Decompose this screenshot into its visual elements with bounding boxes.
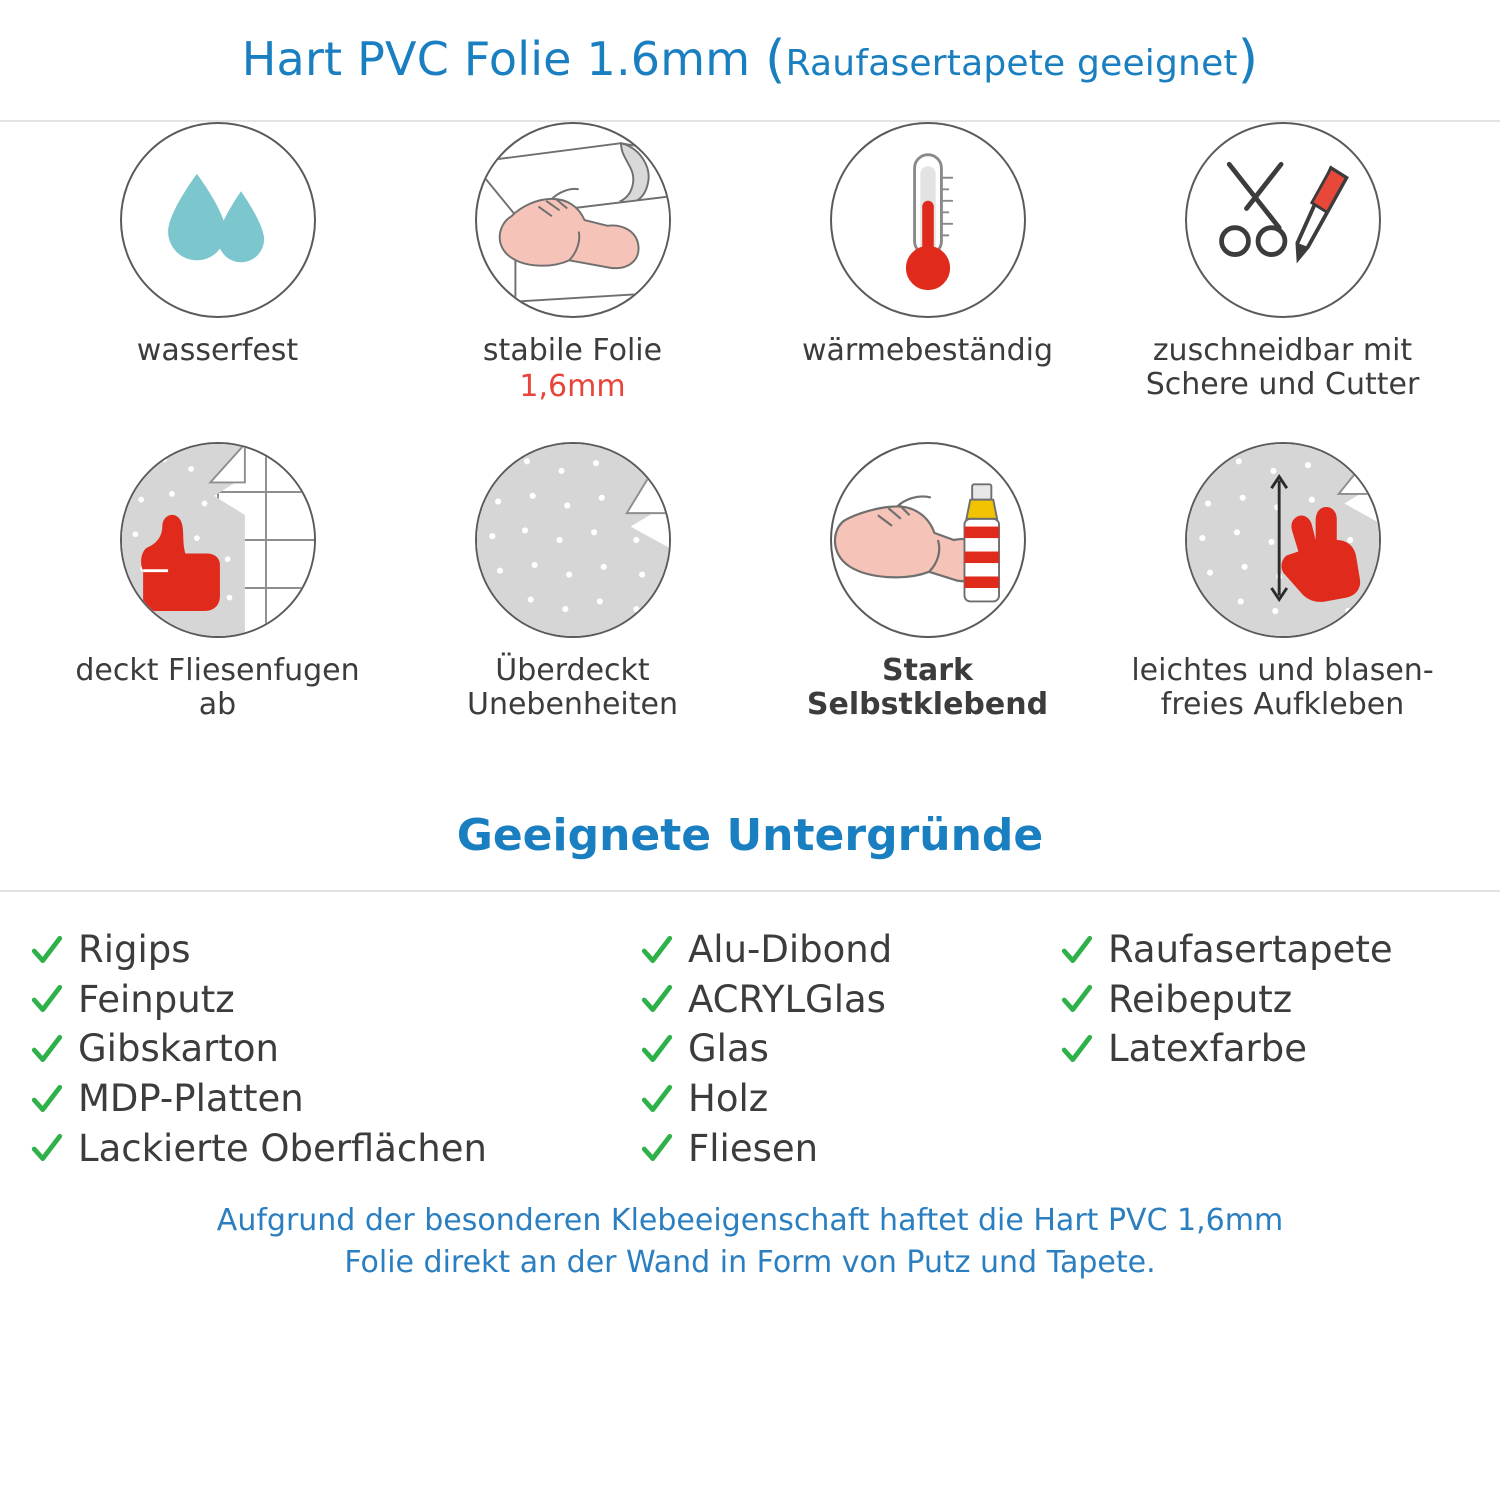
checklist-column-1 [30, 928, 640, 1170]
paren-close: ) [1237, 30, 1259, 90]
feature-label [802, 334, 1053, 368]
feature-label-text: Überdeckt Unebenheiten [467, 653, 678, 722]
feature-label-text: wasserfest [136, 333, 299, 368]
thermometer-icon [830, 122, 1026, 318]
list-item [640, 1027, 1060, 1071]
feature-item [395, 122, 750, 442]
footer-line-1: Aufgrund der besonderen Klebeeigenschaft haftet die Hart PVC 1,6mm [216, 1203, 1284, 1239]
feature-grid [0, 122, 1500, 762]
feature-item [40, 442, 395, 762]
water-drops-icon [120, 122, 316, 318]
feature-label [53, 654, 383, 721]
feature-item [1105, 122, 1460, 442]
scissors-cutter-icon [1185, 122, 1381, 318]
check-icon [640, 1082, 674, 1116]
feature-label [763, 654, 1093, 721]
list-item [30, 928, 640, 972]
paren-open: ( [765, 30, 786, 90]
list-item [640, 1127, 1060, 1171]
list-item [1060, 928, 1500, 972]
list-item-label: ACRYLGlas [688, 977, 886, 1021]
check-icon [1060, 982, 1094, 1016]
feature-item [1105, 442, 1460, 762]
list-item-label: Feinputz [78, 977, 235, 1021]
title-sub: Raufasertapete geeignet [785, 43, 1238, 84]
hand-smoothing-icon [1185, 442, 1381, 638]
feature-label [483, 334, 662, 403]
list-item [640, 928, 1060, 972]
feature-item [395, 442, 750, 762]
list-item [1060, 978, 1500, 1022]
arm-glue-icon [830, 442, 1026, 638]
list-item-label: Fliesen [688, 1126, 819, 1170]
list-item-label: Glas [688, 1027, 769, 1071]
check-icon [30, 1082, 64, 1116]
list-item [30, 978, 640, 1022]
title-main: Hart PVC Folie 1.6mm [241, 32, 751, 86]
check-icon [640, 982, 674, 1016]
checklist-column-3 [1060, 928, 1500, 1170]
check-icon [1060, 933, 1094, 967]
feature-label [1118, 334, 1448, 401]
section-header [0, 780, 1500, 892]
page-title [242, 30, 1258, 90]
feature-label-text: Stark Selbstklebend [806, 653, 1049, 722]
thumbs-up-tiles-icon [120, 442, 316, 638]
feature-label-text: deckt Fliesenfugen ab [75, 653, 360, 722]
list-item [640, 978, 1060, 1022]
check-icon [1060, 1032, 1094, 1066]
list-item-label: Reibeputz [1108, 977, 1293, 1021]
list-item-label: Gibskarton [78, 1027, 279, 1071]
list-item [640, 1077, 1060, 1121]
feature-label-text: stabile Folie [482, 333, 663, 368]
list-item-label: Latexfarbe [1108, 1027, 1307, 1071]
list-item-label: Holz [688, 1076, 769, 1120]
feature-label [1118, 654, 1448, 721]
feature-sublabel: 1,6mm [519, 368, 626, 404]
header [0, 0, 1500, 122]
footer-line-2: Folie direkt an der Wand in Form von Putz und Tapete. [344, 1244, 1156, 1280]
check-icon [640, 933, 674, 967]
footer-note [0, 1200, 1500, 1283]
check-icon [30, 933, 64, 967]
check-icon [30, 1131, 64, 1165]
list-item-label: MDP-Platten [78, 1076, 304, 1120]
feature-item [40, 122, 395, 442]
feature-item [750, 122, 1105, 442]
feature-label [408, 654, 738, 721]
checklist-column-2 [640, 928, 1060, 1170]
feature-label [137, 334, 298, 368]
feature-item [750, 442, 1105, 762]
list-item-label: Alu-Dibond [688, 928, 893, 971]
list-item [30, 1027, 640, 1071]
check-icon [30, 982, 64, 1016]
list-item [30, 1077, 640, 1121]
feature-label-text: leichtes und blasen-freies Aufkleben [1131, 653, 1434, 722]
check-icon [640, 1131, 674, 1165]
check-icon [640, 1032, 674, 1066]
strong-arm-foil-icon [475, 122, 671, 318]
list-item-label: Raufasertapete [1108, 928, 1393, 971]
list-item-label: Rigips [78, 928, 191, 971]
section-title: Geeignete Untergründe [456, 809, 1044, 861]
list-item [1060, 1027, 1500, 1071]
foil-corner-icon [475, 442, 671, 638]
list-item [30, 1127, 640, 1171]
feature-label-text: wärmebeständig [801, 333, 1054, 368]
feature-label-text: zuschneidbar mit Schere und Cutter [1145, 333, 1420, 402]
list-item-label: Lackierte Oberflächen [78, 1126, 487, 1170]
check-icon [30, 1032, 64, 1066]
substrate-checklist [0, 892, 1500, 1170]
